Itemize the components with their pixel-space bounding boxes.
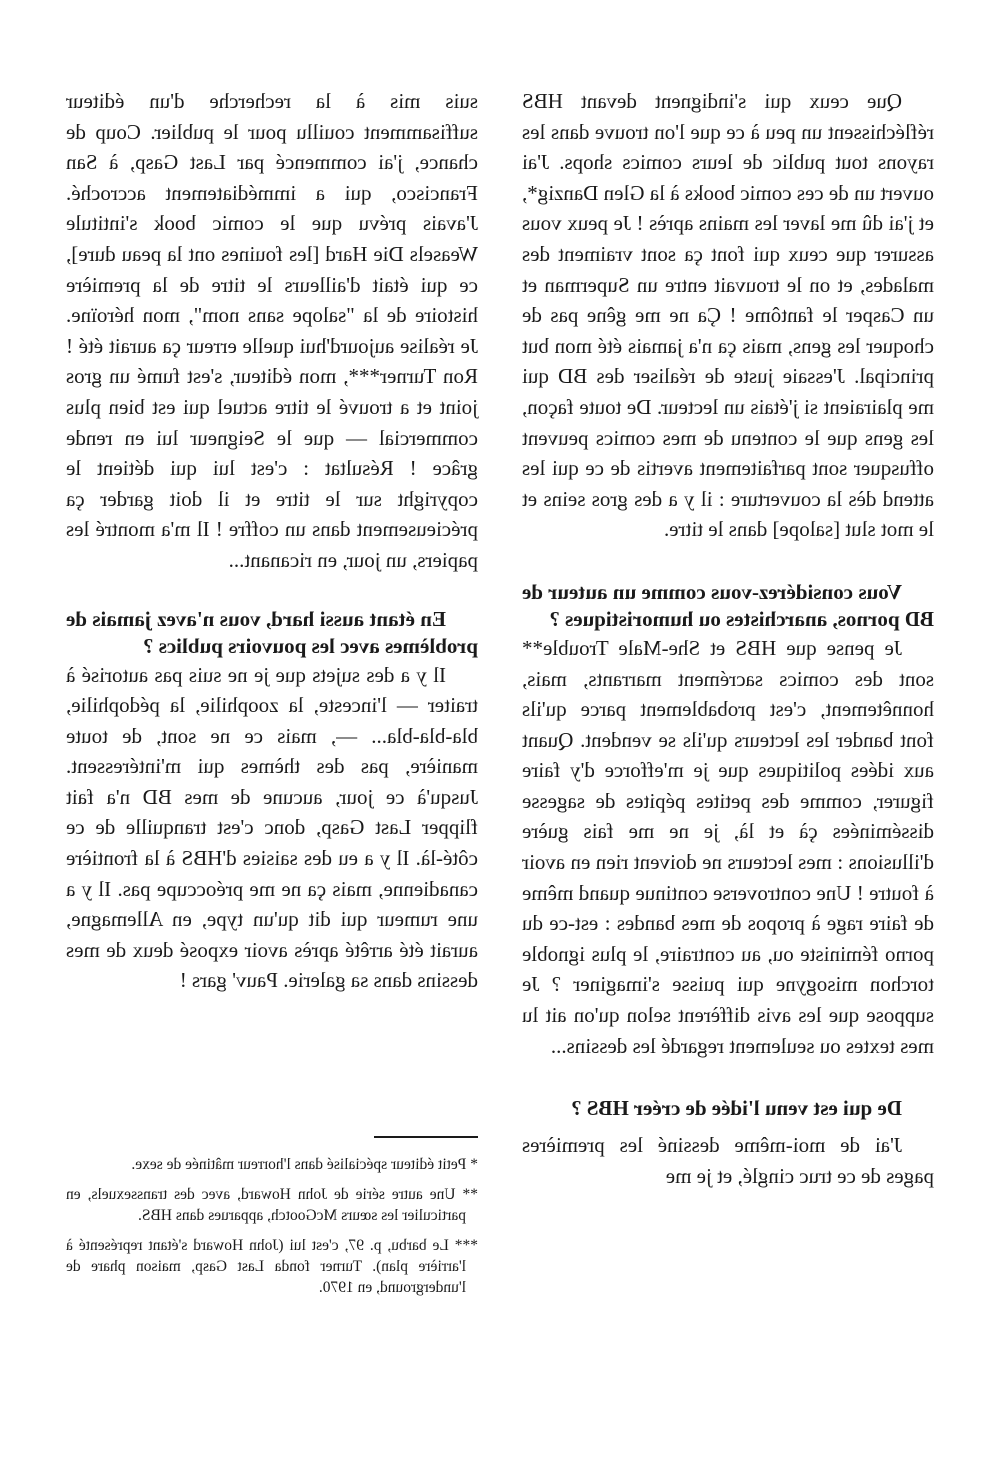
left-column [522,86,934,1191]
footnote-rule [374,1136,478,1138]
question-heading: En étant aussi hard, vous n'avez jamais de problèmes avec les pouvoirs publics ? [66,606,478,658]
footnote: ** Une autre série de John Howard, avec des transsexuels, en particulier les sœurs McGootch, apparues dans HBS. [66,1186,478,1224]
footnote: *** Le barbu, p. 97, c'est lui (John Howard s'étant représenté à l'arrière plan). Turner fonda Last Gasp, maison phare de l'underground, en 1970. [66,1237,478,1296]
paragraph: Que ceux qui s'indignent devant HBS réfléchissent un peu à ce que l'on trouve dans les rayons tout public de leurs comics shops. J'ai ouvert un de ces comic books à la Glen Danzig*, et j'ai dû me laver les mains après ! Je peux vous assurer que ceux qui font ça sont vraiment des malades, et on le trouvait entre un Superman et un Casper le fantôme ! Ça ne me gêne pas de choquer les gens, mais ça n'a jamais été mon but principal. J'essaie juste de réaliser des BD qui me plairaient si j'étais un lecteur. De toute façon, les gens que le contenu de mes comics peuvent offusquer sont parfaitement avertis de ce qui les attend dès la couverture : il y a des gros seins et le mot slut [salope] dans le titre. [522,89,934,542]
footnote: * Petit éditeur spécialisé dans l'horreur mâtinée de sexe. [131,1156,478,1173]
question-heading: Vous considérez-vous comme un auteur de BD pornos, anarchistes ou humoristiques ? [522,579,934,631]
paragraph: suis mis à la recherche d'un éditeur suffisamment couillu pour le publier. Coup de chance, j'ai commencé par Last Gasp, à San Francisco, qui a immédiatement accroché. J'avais prévu que le comic book s'intitule Weasels Die Hard [les fouines ont la peau dure], ce qui était d'ailleurs le titre de la première histoire de la "salope sans nom", mon héroïne. Je réalise aujourd'hui quelle erreur ça aurait été ! Ron Turner***, mon éditeur, s'est fumé un gros joint et a trouvé le titre actuel qui est bien plus commercial — que le Seigneur lui en rende grâce ! Résultat : c'est lui qui détient le copyright sur le titre et il doit garder ça précieusement dans un coffre ! Il m'a montré les papiers, un jour, en ricanant... [66,89,478,572]
paragraph: Je pense que HBS et She-Male Trouble** sont des comics sacrément marrants, mais, honnêtement, c'est probablement parce qu'ils font bander les lecteurs qu'ils se vendent. Quant aux idées politiques que je m'efforce d'y faire figurer, comme des petites pépites de sagesse disséminées çà et là, je ne me fais guère d'illusions : mes lecteurs ne doivent rien en avoir à foutre ! Une controverse continue quand même de faire rage à propos de mes bandes : est-ce du porno féministe ou, au contraire, le plus ignoble torchon misogyne qui puisse s'imaginer ? Je suppose que les avis diffèrent selon qu'on ait lu mes textes ou seulement regardé les dessins... [522,635,934,1058]
right-column [66,86,478,996]
paragraph: Il y a des sujets que je ne suis pas autorisé à traiter — l'inceste, la zoophilie, la pédophilie, bla-bla-bla... —, mais ce ne sont, de toute manière, pas des thèmes qui m'intéressent. Jusqu'à ce jour, aucune de mes BD n'a fait flipper Last Gasp, donc c'est tranquille de ce côté-là. Il y a eu des saisies d'HBS à la frontière canadienne, mais ça ne me préoccupe pas. Il y a une rumeur qui dit qu'un type, en Allemagne, aurait été arrêté après avoir exposé deux de mes dessins dans sa galerie. Pauv' gars ! [66,662,478,993]
question-heading: De qui est venu l'idée de créer HBS ? [571,1096,902,1121]
footnotes [66,1136,478,1307]
paragraph: J'ai de moi-même dessiné les premières pages de ce truc cinglé, et je me [522,1133,934,1188]
